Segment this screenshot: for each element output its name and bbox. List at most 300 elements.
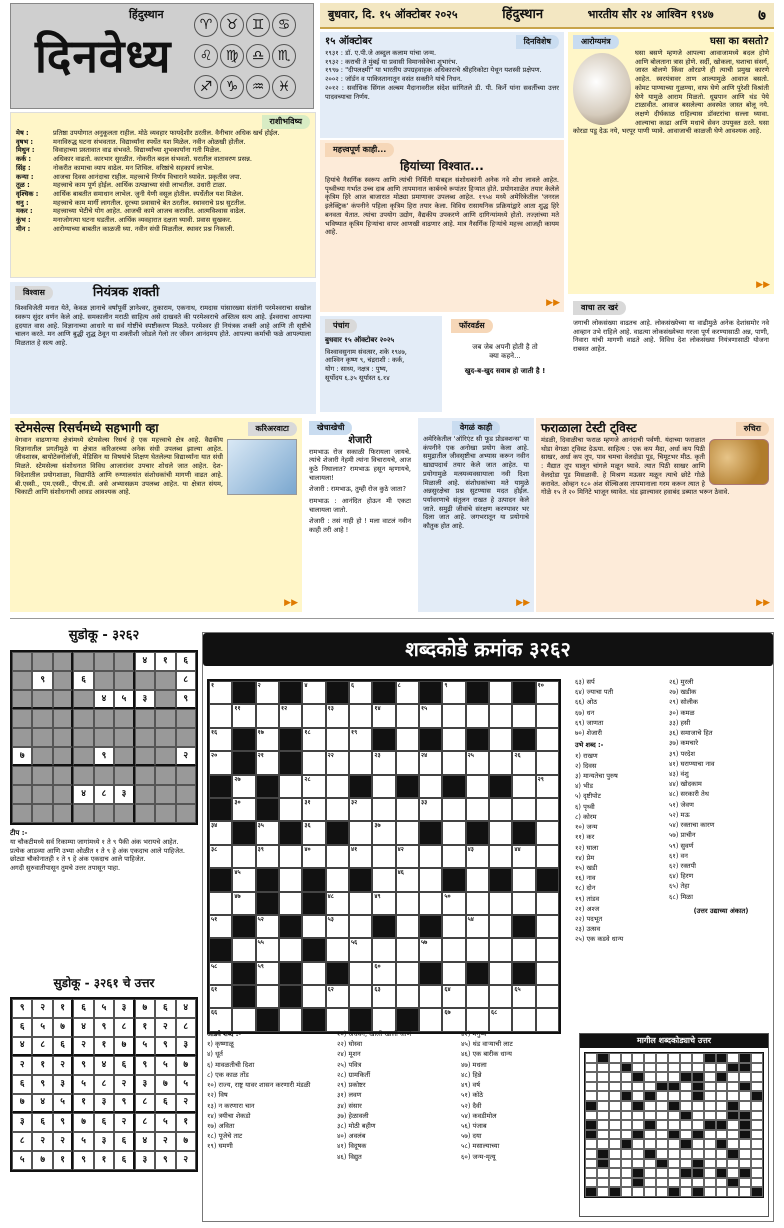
crossword-cell[interactable] [466,938,489,961]
clue-number: ५८ [211,962,218,970]
crossword-cell[interactable] [396,938,419,961]
sudoku-cell[interactable] [114,804,134,823]
masthead [10,3,314,109]
sudoku-cell[interactable] [135,804,155,823]
crossword-cell[interactable] [419,938,442,961]
answer-cell [585,1101,597,1111]
sudoku-cell: ९ [53,1113,73,1132]
answer-cell [692,1149,704,1159]
sudoku-cell[interactable] [135,671,155,690]
crossword-cell[interactable] [209,985,232,1008]
crossword-cell[interactable] [279,775,302,798]
crossword-cell[interactable] [489,704,512,727]
crossword-cell[interactable] [209,821,232,844]
sudoku-cell[interactable] [176,804,196,823]
sudoku-cell: २ [53,1132,73,1151]
crossword-cell[interactable] [489,892,512,915]
sudoku-cell[interactable]: ८ [176,671,196,690]
crossword-cell[interactable] [279,845,302,868]
crossword-cell[interactable] [209,751,232,774]
crossword-cell[interactable] [209,728,232,751]
crossword-cell[interactable] [396,751,419,774]
sudoku-cell[interactable]: ४ [94,690,114,709]
sudoku-cell[interactable] [135,709,155,728]
crossword-cell[interactable] [442,892,465,915]
sudoku-cell[interactable]: ४ [135,652,155,671]
crossword-cell[interactable] [512,985,535,1008]
crossword-grid[interactable] [207,679,561,1034]
sudoku-cell[interactable]: ९ [176,690,196,709]
sudoku-cell[interactable] [155,690,175,709]
crossword-cell[interactable] [512,751,535,774]
sudoku-cell[interactable] [12,804,32,823]
crossword-cell[interactable] [536,704,559,727]
crossword-cell[interactable] [256,681,279,704]
crossword-cell[interactable] [349,728,372,751]
crossword-cell[interactable] [419,798,442,821]
answer-cell [632,1178,644,1188]
crossword-cell[interactable] [302,728,325,751]
answer-cell [716,1072,728,1082]
crossword-cell[interactable] [396,962,419,985]
crossword-cell[interactable] [372,985,395,1008]
sudoku-cell[interactable] [135,766,155,785]
crossword-cell[interactable] [209,892,232,915]
sudoku-cell[interactable] [94,709,114,728]
sudoku-cell[interactable] [114,671,134,690]
clue-item: ६२) रक्तपी [669,861,696,870]
clue-item: ३०) कमळ [669,708,695,717]
crossword-cell[interactable] [396,892,419,915]
answer-cell [609,1130,621,1140]
sudoku-cell[interactable] [12,652,32,671]
sudoku-cell[interactable] [53,747,73,766]
sudoku-cell[interactable]: ६ [73,671,93,690]
sudoku-tip: या चौकटीमध्ये सर्व रिकाम्या जागांमध्ये १ ते ९ पैकी अंक भरायचे आहेत. [10,838,179,846]
crossword-cell[interactable] [209,915,232,938]
crossword-cell[interactable] [232,868,255,891]
crossword-cell[interactable] [372,775,395,798]
crossword-black-cell [466,681,489,704]
sudoku-cell[interactable] [32,747,52,766]
crossword-cell[interactable] [302,681,325,704]
crossword-cell[interactable] [489,845,512,868]
crossword-cell[interactable] [326,868,349,891]
sudoku-cell[interactable] [176,785,196,804]
crossword-cell[interactable] [536,728,559,751]
sudoku-cell: ४ [73,1018,93,1037]
sudoku-cell[interactable] [176,766,196,785]
crossword-cell[interactable] [256,751,279,774]
sudoku-grid[interactable] [10,650,198,825]
answer-cell [716,1187,728,1197]
crossword-cell[interactable] [326,751,349,774]
answer-cell [621,1139,633,1149]
crossword-cell[interactable] [372,798,395,821]
crossword-cell[interactable] [536,751,559,774]
crossword-cell[interactable] [372,962,395,985]
answer-cell [597,1063,609,1073]
crossword-cell[interactable] [466,704,489,727]
crossword-black-cell [442,775,465,798]
clue-item: ३४) संसार [337,1101,362,1110]
sudoku-cell[interactable]: ९ [32,671,52,690]
crossword-cell[interactable] [302,845,325,868]
answer-cell [692,1072,704,1082]
sudoku-cell[interactable] [114,652,134,671]
crossword-cell[interactable] [302,915,325,938]
crossword-cell[interactable] [489,962,512,985]
crossword-cell[interactable] [232,845,255,868]
sudoku-cell[interactable]: ३ [114,785,134,804]
crossword-cell[interactable] [536,938,559,961]
crossword-cell[interactable] [466,985,489,1008]
sudoku-cell[interactable] [155,804,175,823]
answer-cell [716,1082,728,1092]
crossword-cell[interactable] [302,985,325,1008]
sudoku-cell[interactable] [94,652,114,671]
crossword-cell[interactable] [442,985,465,1008]
crossword-cell[interactable] [326,938,349,961]
vishwas-body: विश्वविजेती मनात येते, केवळ ज्ञानाचे वर्षांपूर्वी ज्ञानेश्वर, तुकाराम, एकनाथ, रामदास यांसारख्या संतांनी परमेश्वराचा सखोल स्वरूप सुंदर वर्णन केले आहे. समकालीन मराठी साहित्य असे दाखवते की परमेश्वराचे अस्तित्व सत्य आहे. ईश्वराचा आपल्या हृदयात वास आहे. विज्ञानाच्या आधारे या सर्व गोष्टींचे स्पष्टीकरण मिळते. परमेश्वर ही नियंत्रक शक्ती आहे आणि ती सृष्टीचे चालन करते. मन आणि बुद्धी शुद्ध ठेवून या शक्तीशी जोडले गेलो तर जीवन आनंदमय होते. आपल्या कर्माची फळे आपल्याला मिळतात हे सत्य आहे. [15,304,311,348]
crossword-cell[interactable] [302,704,325,727]
rashi-text: विवाहाच्या प्रस्तावात वाढ संभवते. विद्यार्थ्यांच्या शुभकार्यांना गती मिळेल. [53,146,222,155]
crossword-cell[interactable] [279,798,302,821]
sudoku-cell[interactable] [155,785,175,804]
crossword-cell[interactable] [326,985,349,1008]
sudoku-cell[interactable]: ३ [135,690,155,709]
sudoku-cell[interactable] [114,728,134,747]
sudoku-cell[interactable]: ६ [176,652,196,671]
sudoku-cell[interactable] [73,747,93,766]
clue-number: १९ [351,728,358,736]
crossword-cell[interactable] [489,821,512,844]
crossword-cell[interactable] [442,962,465,985]
sudoku-cell[interactable] [32,728,52,747]
sudoku-cell[interactable] [32,652,52,671]
sudoku-cell[interactable] [53,652,73,671]
answer-cell [609,1168,621,1178]
sudoku-cell[interactable] [53,804,73,823]
crossword-cell[interactable] [232,704,255,727]
answer-cell [609,1159,621,1169]
sudoku-cell[interactable] [114,766,134,785]
crossword-cell[interactable] [396,798,419,821]
sudoku-cell[interactable] [12,690,32,709]
crossword-cell[interactable] [536,775,559,798]
crossword-cell[interactable] [489,681,512,704]
clue-item: १७) अविता [207,1121,235,1130]
answer-cell [739,1063,751,1073]
sudoku-cell[interactable] [94,671,114,690]
sudoku-cell[interactable] [155,766,175,785]
crossword-cell[interactable] [442,704,465,727]
crossword-cell[interactable] [442,821,465,844]
crossword-cell[interactable] [489,938,512,961]
crossword-black-cell [326,681,349,704]
crossword-cell[interactable] [489,915,512,938]
sudoku-cell[interactable] [94,804,114,823]
crossword-cell[interactable] [232,775,255,798]
crossword-cell[interactable] [349,915,372,938]
sudoku-cell[interactable] [114,709,134,728]
crossword-cell[interactable] [232,938,255,961]
clue-item: १) कृष्णाळू [207,1040,234,1049]
crossword-cell[interactable] [396,915,419,938]
crossword-cell[interactable] [536,892,559,915]
crossword-cell[interactable] [209,704,232,727]
crossword-cell[interactable] [466,845,489,868]
crossword-cell[interactable] [466,798,489,821]
sudoku-cell[interactable] [135,728,155,747]
crossword-cell[interactable] [256,845,279,868]
crossword-cell[interactable] [279,868,302,891]
sudoku-cell[interactable] [12,785,32,804]
crossword-cell[interactable] [442,681,465,704]
sudoku-cell[interactable] [94,766,114,785]
crossword-cell[interactable] [372,821,395,844]
answer-cell [644,1120,656,1130]
crossword-cell[interactable] [419,704,442,727]
clue-number: ६७ [444,1009,451,1017]
crossword-cell[interactable] [442,915,465,938]
crossword-cell[interactable] [256,915,279,938]
crossword-cell[interactable] [349,892,372,915]
crossword-cell[interactable] [326,845,349,868]
answer-cell [644,1130,656,1140]
crossword-cell[interactable] [442,845,465,868]
answer-cell [680,1149,692,1159]
crossword-cell[interactable] [512,868,535,891]
crossword-cell[interactable] [326,798,349,821]
sudoku-cell[interactable]: ७ [12,747,32,766]
clue-number: ३१ [304,798,311,806]
sudoku-cell[interactable] [73,652,93,671]
crossword-cell[interactable] [302,775,325,798]
sudoku-cell[interactable] [73,728,93,747]
crossword-cell[interactable] [349,681,372,704]
sudoku-cell[interactable]: ८ [94,785,114,804]
sudoku-cell[interactable] [73,804,93,823]
sudoku-cell[interactable] [53,785,73,804]
crossword-cell[interactable] [209,962,232,985]
crossword-cell[interactable] [512,938,535,961]
crossword-cell[interactable] [489,751,512,774]
crossword-cell[interactable] [536,845,559,868]
clue-item: १३) न करणारा चान [207,1101,255,1110]
clue-item: ६) मावळतीची दिशा [207,1060,255,1069]
crossword-cell[interactable] [466,751,489,774]
sudoku-cell[interactable] [114,747,134,766]
crossword-cell[interactable] [209,845,232,868]
clue-number: ४७ [234,892,241,900]
sudoku-cell[interactable] [32,766,52,785]
sudoku-cell[interactable] [73,690,93,709]
rashi-row [16,181,310,190]
crossword-cell[interactable] [279,938,302,961]
crossword-cell[interactable] [349,962,372,985]
crossword-cell[interactable] [256,985,279,1008]
crossword-cell[interactable] [536,985,559,1008]
crossword-cell[interactable] [232,892,255,915]
sudoku-cell[interactable] [53,671,73,690]
crossword-cell[interactable] [419,868,442,891]
crossword-cell[interactable] [256,704,279,727]
crossword-cell[interactable] [302,821,325,844]
sudoku-cell[interactable]: १ [155,652,175,671]
crossword-cell[interactable] [349,985,372,1008]
sudoku-cell[interactable] [12,709,32,728]
sudoku-cell[interactable]: ४ [73,785,93,804]
crossword-cell[interactable] [536,681,559,704]
sudoku-cell[interactable] [155,747,175,766]
rashi-row [16,138,310,147]
crossword-cell[interactable] [256,728,279,751]
sudoku-cell[interactable] [12,671,32,690]
crossword-cell[interactable] [279,892,302,915]
crossword-cell[interactable] [326,775,349,798]
crossword-cell[interactable] [536,821,559,844]
crossword-cell[interactable] [372,845,395,868]
crossword-cell[interactable] [372,751,395,774]
crossword-cell[interactable] [442,751,465,774]
crossword-cell[interactable] [396,985,419,1008]
answer-cell [716,1130,728,1140]
crossword-cell[interactable] [349,821,372,844]
sudoku-cell[interactable] [135,747,155,766]
crossword-cell[interactable] [419,845,442,868]
crossword-cell[interactable] [302,798,325,821]
sudoku-cell[interactable] [135,785,155,804]
answer-cell [727,1111,739,1121]
answer-cell [632,1053,644,1063]
crossword-cell[interactable] [349,704,372,727]
crossword-cell[interactable] [466,892,489,915]
crossword-cell[interactable] [419,751,442,774]
crossword-black-cell [372,915,395,938]
crossword-cell[interactable] [466,775,489,798]
sudoku-cell[interactable] [32,804,52,823]
hiyanchya-body: हियांचे नैसर्गिक स्वरूप आणि त्यांची निर्मिती याबद्दल संशोधकांनी अनेक नवे शोध लावले आहेत. पृथ्वीच्या गर्भात उच्च दाब आणि तापमानात कार्बनचे रूपांतर हिऱ्यात होते. प्रयोगशाळेत तयार केलेले कृत्रिम हिरे आज बाजारात मोठ्या प्रमाणावर उपलब्ध आहेत. १९५४ मध्ये अमेरिकेतील 'जनरल इलेक्ट्रिक' कंपनीने पहिला कृत्रिम हिरा तयार केला. विविध रासायनिक प्रक्रियांद्वारे आता शुद्ध हिरे बनवता येतात. त्यांचा उपयोग उद्योग, वैद्यकीय उपकरणे आणि दागिन्यांमध्ये होतो. तज्ज्ञांच्या मते भविष्यात कृत्रिम हिऱ्यांचा वापर आणखी वाढणार आहे. मात्र नैसर्गिक हिऱ्यांचे महत्त्व आजही कायम आहे. [325,176,559,237]
sudoku-cell[interactable] [12,728,32,747]
crossword-cell[interactable] [349,751,372,774]
vegale-body: अमेरिकेतील 'ऑरिएंट सी फूड प्रोडक्शन्स' या कंपनीने एक अनोखा प्रयोग केला आहे. समुद्रातील जीवसृष्टीचा अभ्यास करून नवीन खाद्यपदार्थ तयार केले जात आहेत. या प्रयोगामुळे मत्स्यव्यवसायाला नवी दिशा मिळाली आहे. संशोधकांच्या मते यामुळे अन्नसुरक्षेचा प्रश्न सुटण्यास मदत होईल. पर्यावरणाचे संतुलन राखत हे उत्पादन केले जाते. समुद्री जीवांचे संरक्षण करण्यावर भर दिला जात आहे. जगभरातून या प्रयोगाचे कौतुक होत आहे. [423,435,529,531]
crossword-cell[interactable] [279,704,302,727]
crossword-cell[interactable] [489,985,512,1008]
answer-cell [751,1101,763,1111]
sudoku-cell[interactable] [32,709,52,728]
clue-number: ४५ [234,869,241,877]
crossword-cell[interactable] [326,728,349,751]
clue-number: ६१ [211,986,218,994]
crossword-cell[interactable] [512,892,535,915]
sudoku-cell[interactable] [155,671,175,690]
crossword-cell[interactable] [256,962,279,985]
crossword-cell[interactable] [512,845,535,868]
clue-item: ५१) कोठे [461,1091,484,1100]
sudoku-cell[interactable] [32,690,52,709]
sudoku-cell[interactable]: २ [176,747,196,766]
crossword-cell[interactable] [372,868,395,891]
sudoku-cell: ९ [135,1056,155,1075]
sudoku-cell[interactable] [53,690,73,709]
crossword-cell[interactable] [396,681,419,704]
crossword-black-cell [349,868,372,891]
crossword-cell[interactable] [466,915,489,938]
crossword-black-cell [302,892,325,915]
crossword-cell[interactable] [349,798,372,821]
crossword-cell[interactable] [349,938,372,961]
sudoku-cell[interactable]: ९ [94,747,114,766]
rashi-text: अधिकार वाढतो. कारभार सुरळीत. नोकरीत बदल संभवतो. घरातील वातावरण प्रसन्न. [53,155,252,164]
answer-cell [621,1101,633,1111]
crossword-cell[interactable] [232,798,255,821]
clue-item: १९) घमणी [207,1142,233,1151]
crossword-cell[interactable] [512,798,535,821]
sudoku-cell[interactable] [176,728,196,747]
crossword-cell[interactable] [209,681,232,704]
crossword-cell[interactable] [256,938,279,961]
sudoku-cell[interactable] [155,728,175,747]
crossword-cell[interactable] [326,915,349,938]
sudoku-cell[interactable] [53,766,73,785]
crossword-cell[interactable] [489,798,512,821]
crossword-cell[interactable] [536,798,559,821]
sudoku-cell[interactable]: ५ [114,690,134,709]
crossword-cell[interactable] [466,868,489,891]
crossword-cell[interactable] [326,704,349,727]
sudoku-cell[interactable] [12,766,32,785]
sudoku-cell[interactable] [155,709,175,728]
crossword-cell[interactable] [419,775,442,798]
crossword-cell[interactable] [302,751,325,774]
sudoku-cell[interactable] [73,766,93,785]
crossword-cell[interactable] [396,728,419,751]
crossword-cell[interactable] [536,915,559,938]
crossword-cell[interactable] [442,798,465,821]
rashi-row [16,207,310,216]
sudoku-cell[interactable] [94,728,114,747]
crossword-cell[interactable] [419,985,442,1008]
crossword-cell[interactable] [302,962,325,985]
crossword-cell[interactable] [442,938,465,961]
crossword-cell[interactable] [372,892,395,915]
sudoku-cell[interactable] [53,709,73,728]
crossword-cell[interactable] [419,892,442,915]
crossword-cell[interactable] [396,845,419,868]
crossword-cell[interactable] [372,704,395,727]
sudoku-cell[interactable] [176,709,196,728]
rashi-text: आजचा दिवस आनंदाचा राहील. महत्त्वाचे निर्णय विचाराने घ्यावेत. प्रकृतीस जपा. [53,172,242,181]
crossword-cell[interactable] [349,845,372,868]
crossword-cell[interactable] [396,868,419,891]
crossword-cell[interactable] [256,821,279,844]
sudoku-cell[interactable] [32,785,52,804]
crossword-black-cell [209,798,232,821]
crossword-cell[interactable] [512,704,535,727]
crossword-cell[interactable] [326,892,349,915]
crossword-cell[interactable] [372,938,395,961]
crossword-cell[interactable] [536,962,559,985]
crossword-cell[interactable] [396,704,419,727]
sudoku-cell[interactable] [53,728,73,747]
crossword-cell[interactable] [489,728,512,751]
sudoku-cell[interactable] [73,709,93,728]
crossword-cell[interactable] [442,728,465,751]
vegale-tag: वेगळं काही [452,421,500,435]
crossword-cell[interactable] [512,775,535,798]
crossword-cell[interactable] [396,821,419,844]
